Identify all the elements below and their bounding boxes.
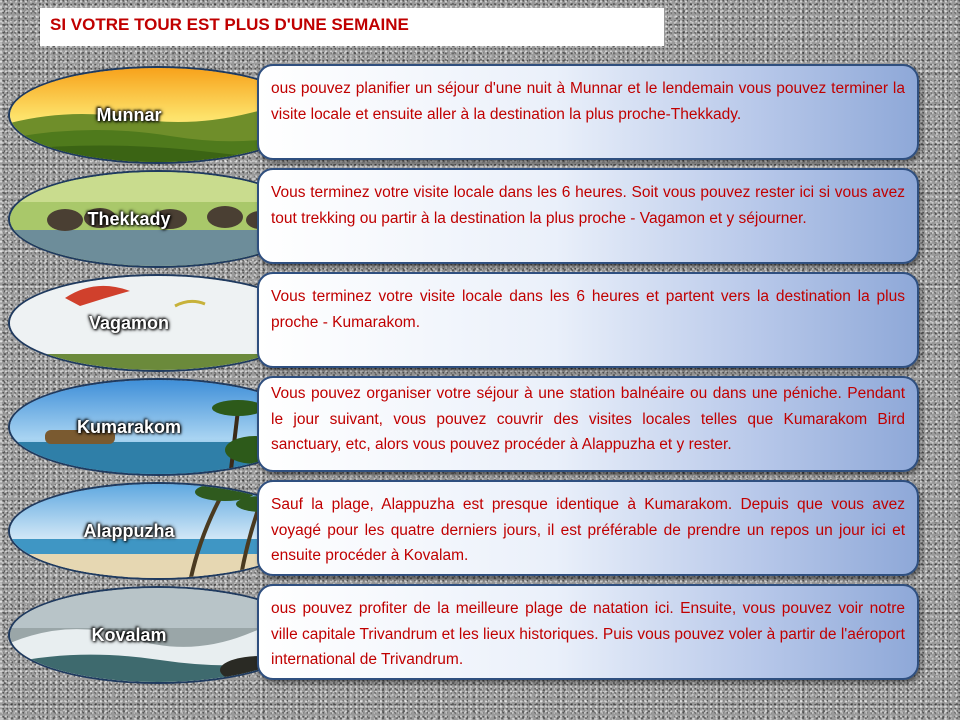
destination-name: Vagamon [88, 313, 170, 333]
title-box [40, 8, 664, 46]
destination-name: Alappuzha [83, 521, 175, 541]
destination-name: Munnar [96, 105, 162, 125]
destination-row-vagamon [0, 272, 960, 372]
destination-description: ous pouvez profiter de la meilleure plage de natation ici. Ensuite, vous pouvez voir notre ville capitale Trivandrum et les lieux historiques. Puis vous pouvez voler à partir de l'aéroport international de Trivandrum. [271, 600, 905, 668]
destination-row-alappuzha [0, 480, 960, 580]
destination-name: Kovalam [91, 625, 167, 645]
destination-description: Vous pouvez organiser votre séjour à une station balnéaire ou dans une péniche. Pendant le jour suivant, vous pouvez couvrir des visites locales telles que Kumarakom Bird sanctuary, etc, alors vous pouvez procéder à Alappuzha et y rester. [271, 385, 905, 453]
destination-description-card [257, 168, 919, 264]
destination-description-card [257, 480, 919, 576]
destination-row-kovalam [0, 584, 960, 684]
destination-description-card [257, 584, 919, 680]
destination-description-card [257, 272, 919, 368]
destination-description-card [257, 376, 919, 472]
destination-row-kumarakom [0, 376, 960, 476]
destination-description-card [257, 64, 919, 160]
destination-description: Sauf la plage, Alappuzha est presque identique à Kumarakom. Depuis que vous avez voyagé pour les quatre derniers jours, il est préférable de prendre un repos un jour ici et ensuite procéder à Kovalam. [271, 496, 905, 564]
destination-name: Kumarakom [76, 417, 182, 437]
destination-description: Vous terminez votre visite locale dans les 6 heures et partent vers la destination la plus proche - Kumarakom. [271, 288, 905, 331]
page-title: SI VOTRE TOUR EST PLUS D'UNE SEMAINE [50, 15, 409, 34]
destination-name: Thekkady [87, 209, 171, 229]
destination-row-thekkady [0, 168, 960, 268]
destination-row-munnar [0, 64, 960, 164]
destination-description: ous pouvez planifier un séjour d'une nuit à Munnar et le lendemain vous pouvez terminer la visite locale et ensuite aller à la destination la plus proche-Thekkady. [271, 80, 905, 123]
destination-description: Vous terminez votre visite locale dans les 6 heures. Soit vous pouvez rester ici si vous avez tout trekking ou partir à la destination la plus proche - Vagamon et y séjourner. [271, 184, 905, 227]
